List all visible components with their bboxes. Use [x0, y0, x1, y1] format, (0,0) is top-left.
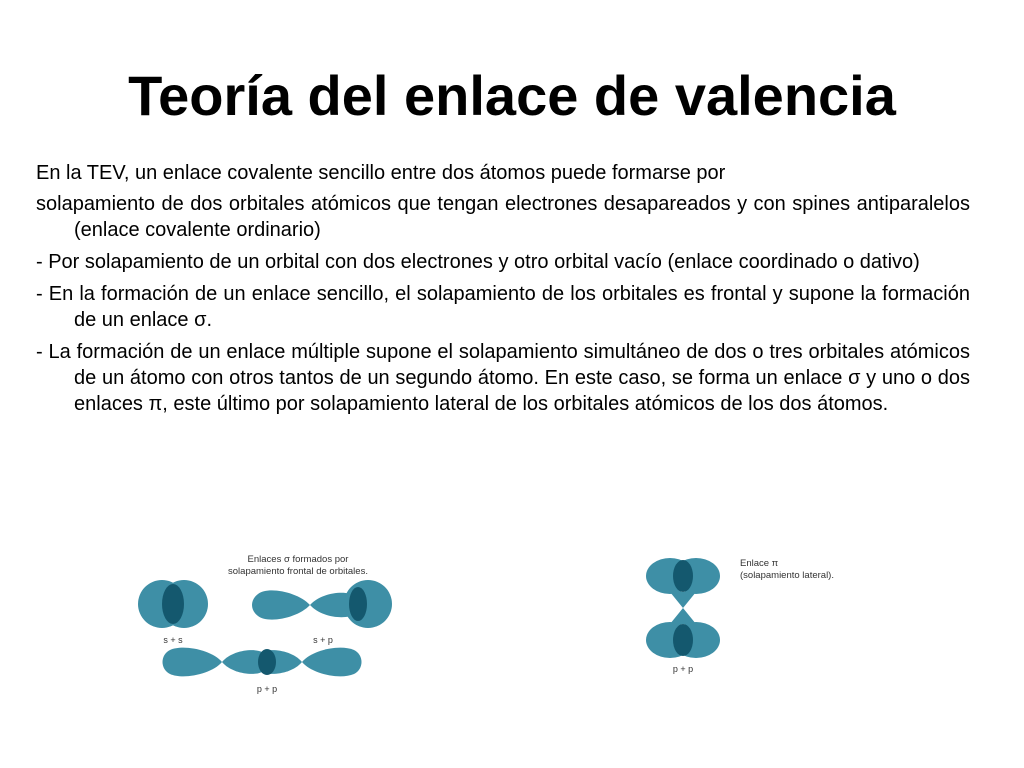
- sigma-bond-figure: [128, 540, 428, 710]
- paragraph-multiple-bond: - La formación de un enlace múltiple supone el solapamiento simultáneo de dos o tres orbitales atómicos de un átomo con otros tantos de un segundo átomo. En este caso, se forma un enlace σ y uno o dos enlaces π, este último por solapamiento lateral de los orbitales atómicos de los dos átomos.: [36, 341, 970, 415]
- s-p-overlap-diagram: [252, 580, 392, 645]
- label-p-p-sigma: p + p: [256, 684, 278, 694]
- label-s-p: s + p: [313, 635, 333, 645]
- label-p-p-pi: p + p: [672, 664, 694, 674]
- paragraph-ordinary-bond: solapamiento de dos orbitales atómicos que tengan electrones desapareados y con spines antiparalelos (enlace covalente ordinario): [36, 193, 970, 241]
- pi-caption-line1: Enlace π: [740, 558, 779, 569]
- paragraph-dative-bond: - Por solapamiento de un orbital con dos electrones y otro orbital vacío (enlace coordinado o dativo): [36, 251, 920, 273]
- s-s-overlap-diagram: [138, 580, 208, 645]
- sigma-caption-line2: solapamiento frontal de orbitales.: [228, 566, 368, 577]
- slide-body: [36, 160, 970, 423]
- slide-title: Teoría del enlace de valencia: [128, 64, 896, 127]
- paragraph-sigma-bond: - En la formación de un enlace sencillo, el solapamiento de los orbitales es frontal y supone la formación de un enlace σ.: [36, 283, 970, 331]
- p-p-overlap-diagram: [163, 648, 362, 694]
- label-s-s: s + s: [163, 635, 183, 645]
- p-p-lateral-overlap-diagram: [646, 558, 720, 674]
- pi-bond-figure: [630, 548, 890, 678]
- paragraph-intro: En la TEV, un enlace covalente sencillo entre dos átomos puede formarse por: [36, 162, 726, 184]
- sigma-caption-line1: Enlaces σ formados por: [247, 554, 349, 565]
- pi-caption-line2: (solapamiento lateral).: [740, 570, 834, 581]
